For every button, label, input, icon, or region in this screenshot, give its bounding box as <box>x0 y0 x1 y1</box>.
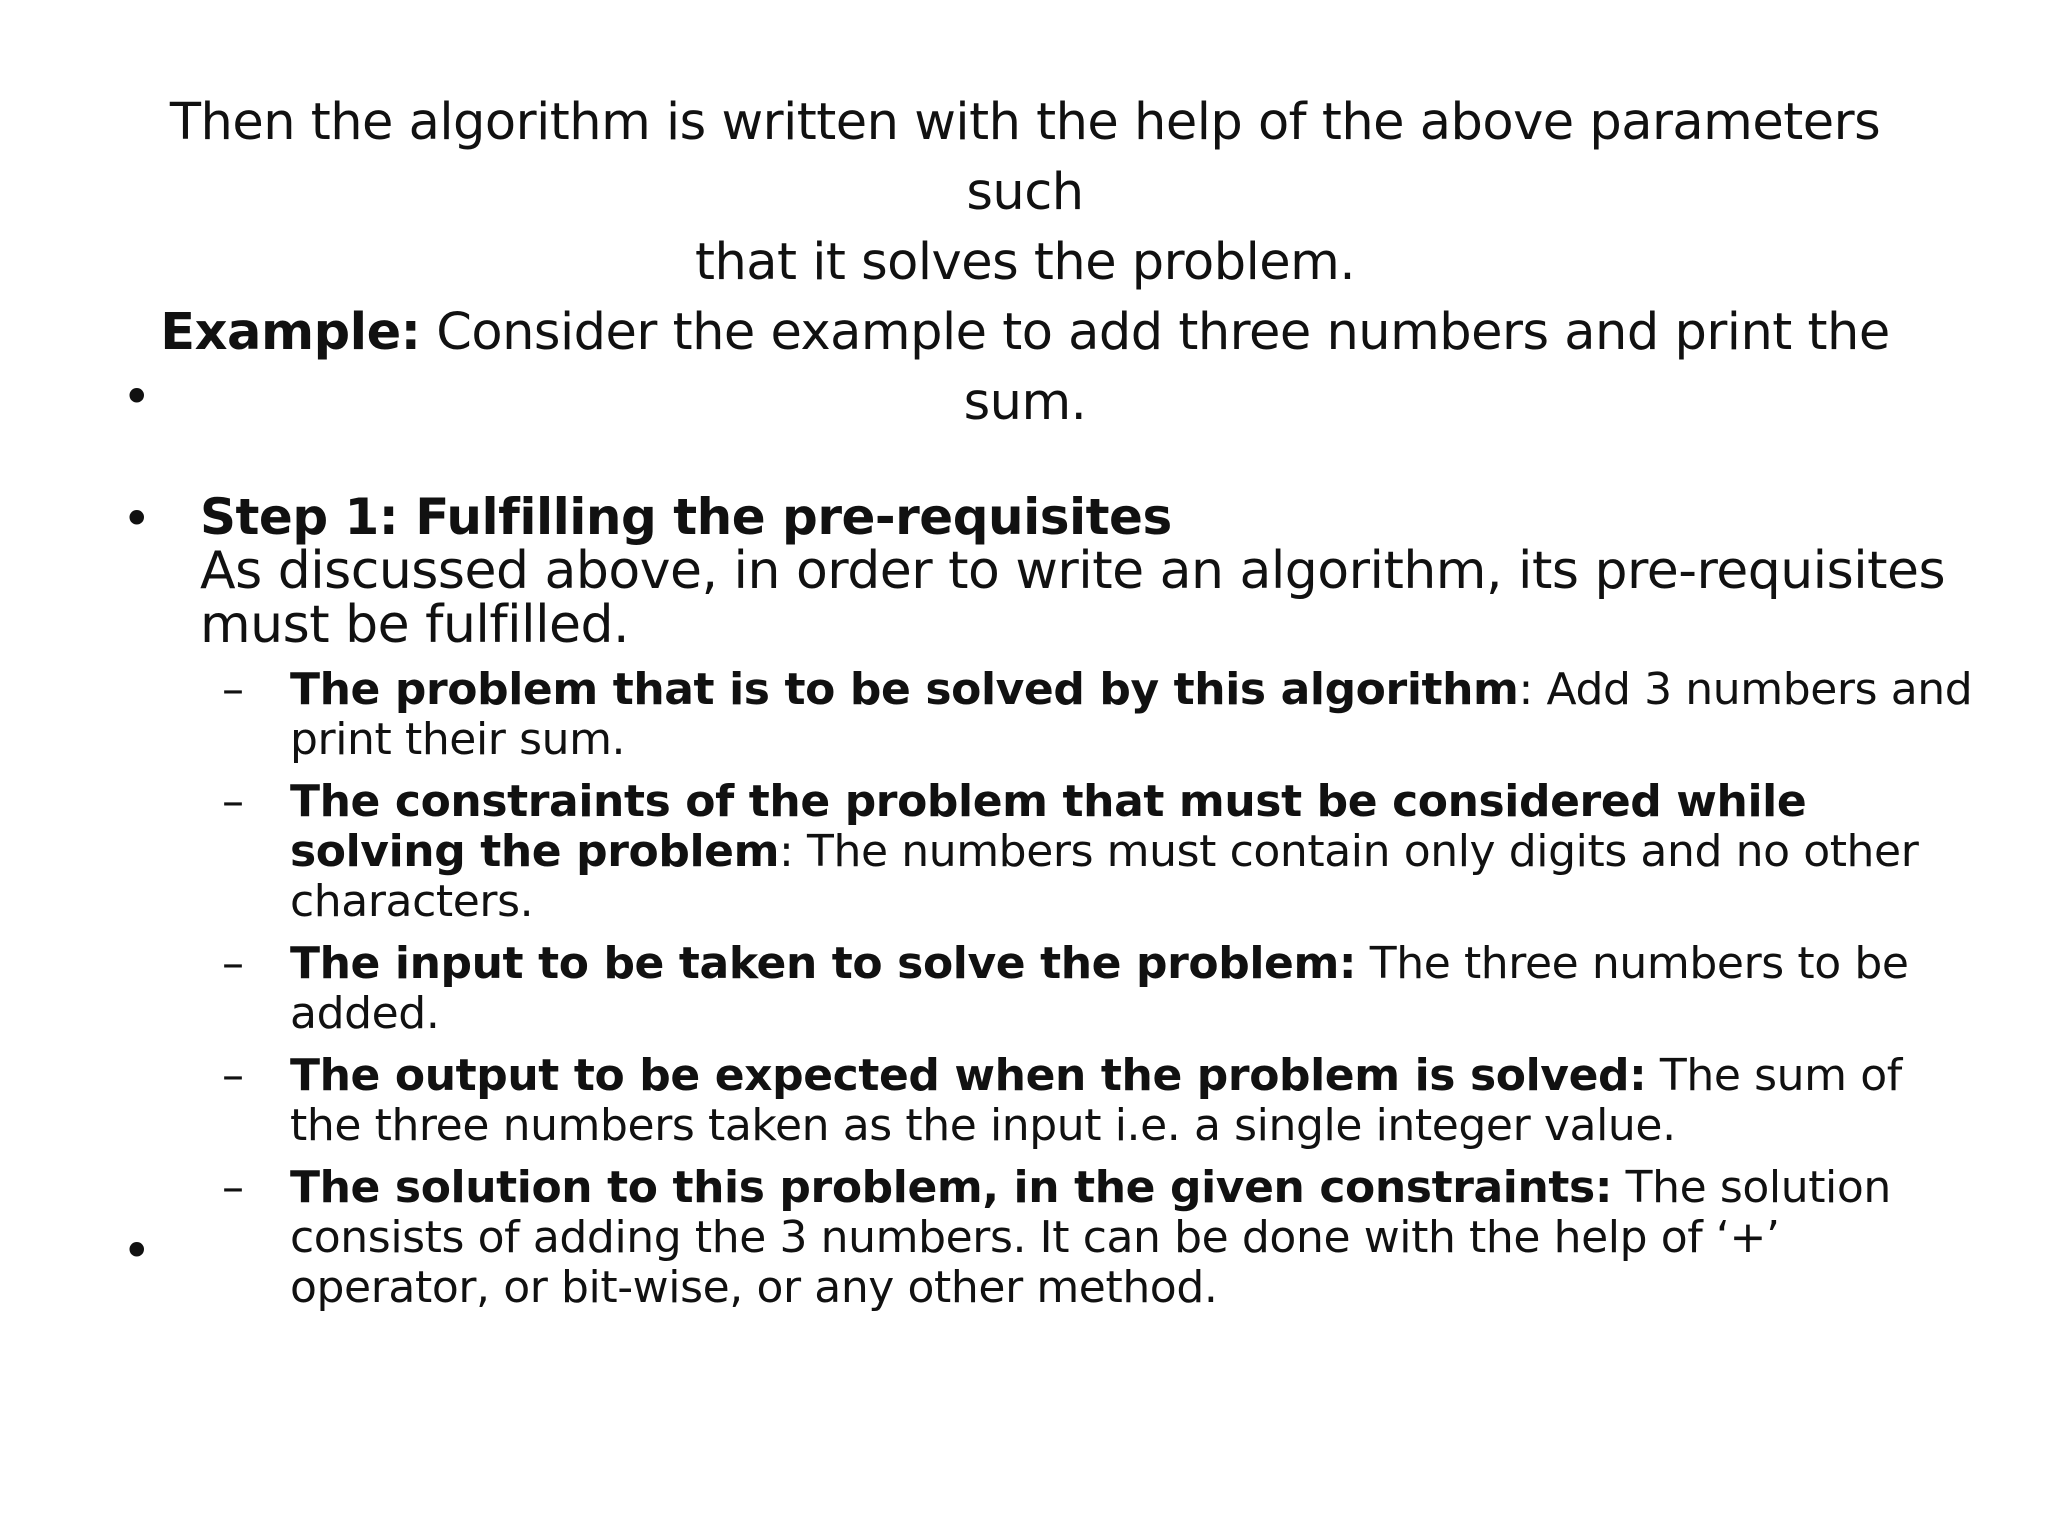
list-item <box>222 939 1982 1039</box>
step-description: As discussed above, in order to write an algorithm, its pre-requisites must be fulfilled. <box>200 541 1946 655</box>
example-text: Consider the example to add three numbers and print the sum. <box>420 303 1890 432</box>
step-title: Step 1: Fulfilling the pre-requisites <box>200 488 1172 546</box>
item-label: The input to be taken to solve the problem: <box>290 938 1357 989</box>
list-item <box>222 665 1982 765</box>
bullet-step: • <box>122 490 152 548</box>
intro-paragraph <box>150 88 1900 438</box>
item-text: : The numbers must contain only digits and no other characters. <box>290 826 1919 927</box>
example-line <box>150 298 1900 438</box>
item-text: The solution consists of adding the 3 numbers. It can be done with the help of ‘+’ operator, or bit-wise, or any other method. <box>290 1162 1891 1313</box>
intro-line-2: that it solves the problem. <box>694 233 1356 292</box>
item-text: The three numbers to be added. <box>290 938 1909 1039</box>
item-label: The problem that is to be solved by this algorithm <box>290 664 1519 715</box>
step-block <box>200 488 1960 655</box>
dash-marker: – <box>222 1050 244 1101</box>
item-label: The output to be expected when the problem is solved: <box>290 1050 1647 1101</box>
bullet-empty: • <box>122 368 152 426</box>
dash-marker: – <box>222 664 244 715</box>
prerequisites-list <box>222 665 1982 1325</box>
example-label: Example: <box>160 303 421 362</box>
dash-marker: – <box>222 776 244 827</box>
list-item <box>222 777 1982 927</box>
dash-marker: – <box>222 1162 244 1213</box>
item-label: The constraints of the problem that must be considered while solving the problem <box>290 776 1807 877</box>
item-text: : Add 3 numbers and print their sum. <box>290 664 1973 765</box>
list-item <box>222 1051 1982 1151</box>
intro-line-1: Then the algorithm is written with the help of the above parameters such <box>169 93 1881 222</box>
dash-marker: – <box>222 938 244 989</box>
bullet-empty: • <box>122 1222 152 1280</box>
list-item <box>222 1163 1982 1313</box>
item-label: The solution to this problem, in the given constraints: <box>290 1162 1613 1213</box>
item-text: The sum of the three numbers taken as the input i.e. a single integer value. <box>290 1050 1902 1151</box>
